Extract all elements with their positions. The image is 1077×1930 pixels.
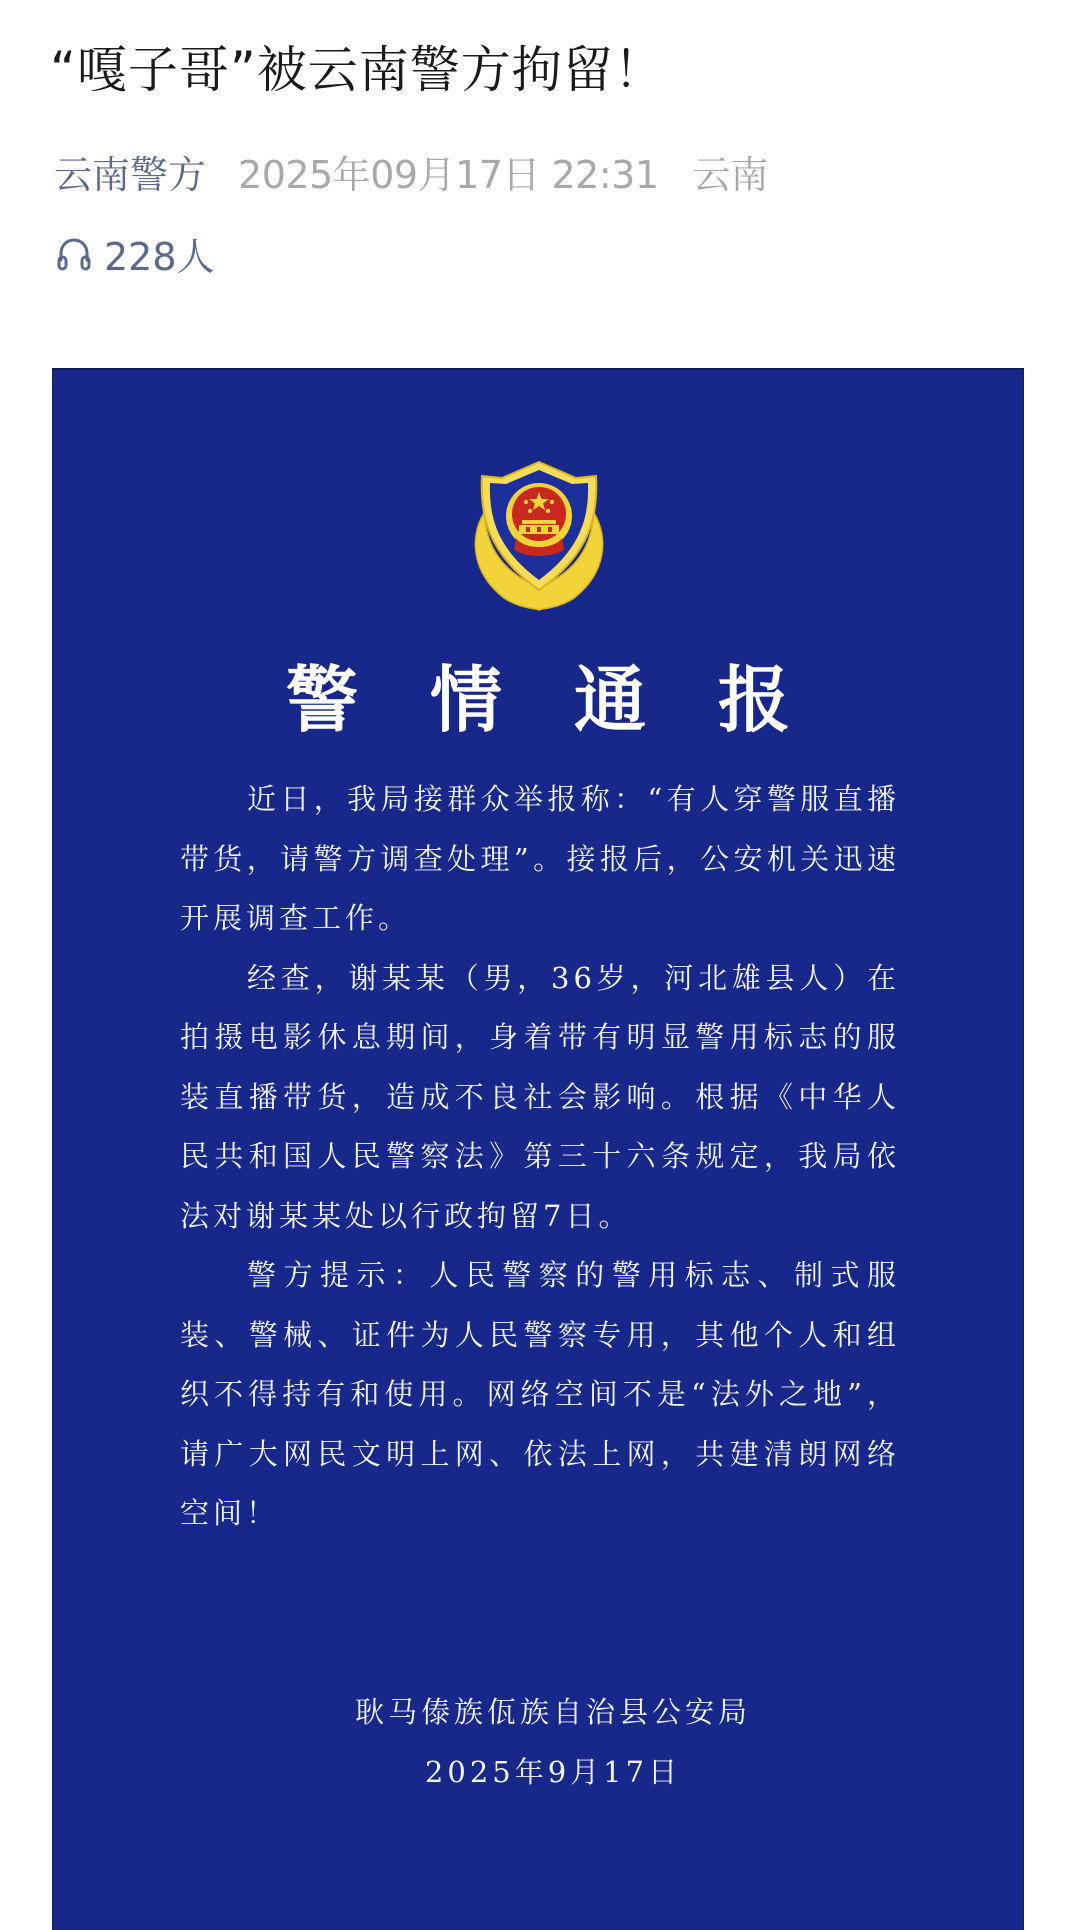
police-notice-image — [52, 368, 1024, 1930]
police-emblem-icon — [464, 458, 614, 613]
listen-button[interactable] — [54, 230, 215, 279]
notice-paragraph: 近日，我局接群众举报称：“有人穿警服直播带货，请警方调查处理”。接报后，公安机关迅速开展调查工作。 — [180, 782, 900, 935]
notice-heading: 警情通报 — [285, 657, 862, 742]
article-meta — [54, 150, 769, 200]
notice-paragraph: 警方提示：人民警察的警用标志、制式服装、警械、证件为人民警察专用，其他个人和组织不得持有和使用。网络空间不是“法外之地”，请广大网民文明上网、依法上网，共建清朗网络空间！ — [180, 1258, 900, 1530]
article-title: “嘎子哥”被云南警方拘留！ — [50, 41, 665, 99]
publish-location: 云南 — [692, 153, 769, 197]
publish-time: 2025年09月17日 22:31 — [238, 153, 659, 197]
notice-date: 2025年9月17日 — [424, 1755, 682, 1789]
notice-paragraph: 经查，谢某某（男，36岁，河北雄县人）在拍摄电影休息期间，身着带有明显警用标志的服装直播带货，造成不良社会影响。根据《中华人民共和国人民警察法》第三十六条规定，我局依法对谢某某处以行政拘留7日。 — [180, 960, 900, 1233]
author-link[interactable]: 云南警方 — [54, 153, 207, 197]
issuer: 耿马傣族佤族自治县公安局 — [354, 1695, 751, 1729]
listener-count: 228人 — [104, 234, 215, 279]
notice-body — [180, 770, 900, 1544]
notice-signoff — [53, 1682, 1023, 1802]
headphones-icon — [54, 233, 94, 273]
